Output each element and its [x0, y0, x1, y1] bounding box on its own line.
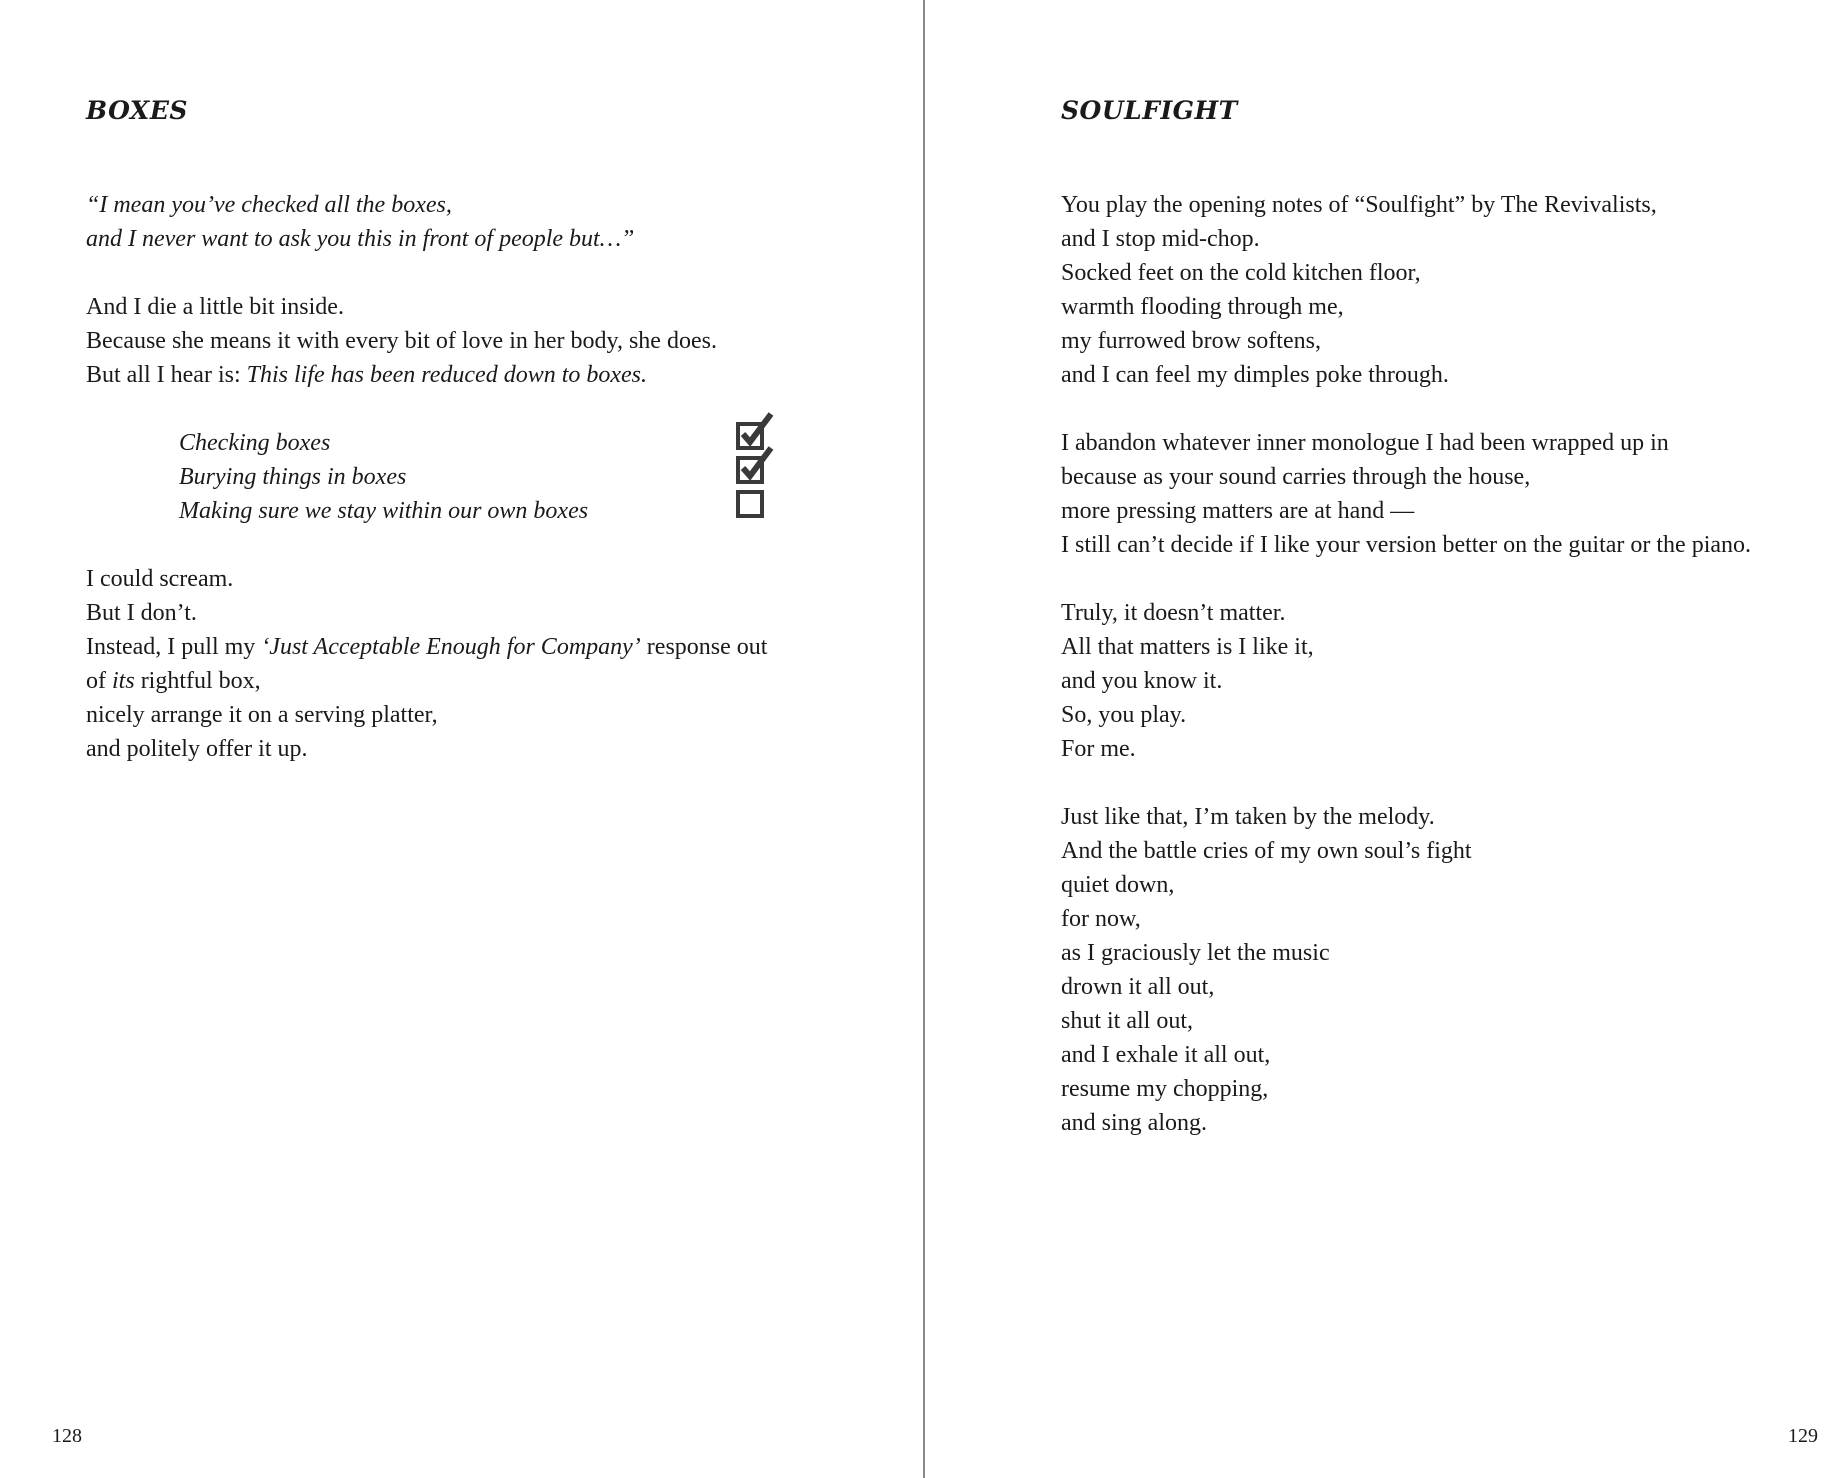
poem-line: Just like that, I’m taken by the melody. [1061, 804, 1435, 830]
poem-line: Because she means it with every bit of love in her body, she does. [86, 328, 717, 354]
checklist-item [179, 460, 819, 494]
poem-line: and sing along. [1061, 1110, 1207, 1136]
poem-line-text: rightful box, [134, 668, 261, 694]
poem-line: warmth flooding through me, [1061, 294, 1344, 320]
poem-line [86, 630, 866, 664]
poem-line: For me. [1061, 736, 1136, 762]
left-page [0, 0, 923, 1478]
poem-line: All that matters is I like it, [1061, 634, 1314, 660]
stanza-break [1061, 392, 1841, 426]
poem-line: resume my chopping, [1061, 1076, 1269, 1102]
checklist [179, 426, 819, 528]
poem-line: and I can feel my dimples poke through. [1061, 362, 1449, 388]
poem-line: drown it all out, [1061, 974, 1215, 1000]
poem-line: as I graciously let the music [1061, 940, 1330, 966]
poem-line: and politely offer it up. [86, 736, 308, 762]
poem-line: because as your sound carries through the house, [1061, 464, 1531, 490]
page-number: 128 [52, 1425, 82, 1447]
poem-line-emphasis: ‘Just Acceptable Enough for Company’ [261, 634, 641, 660]
poem-line: and I exhale it all out, [1061, 1042, 1271, 1068]
poem-line: You play the opening notes of “Soulfight” by The Revivalists, [1061, 192, 1657, 218]
poem-line: I could scream. [86, 566, 234, 592]
poem-line-text: Instead, I pull my [86, 634, 262, 660]
poem-line: Socked feet on the cold kitchen floor, [1061, 260, 1421, 286]
poem-line: quiet down, [1061, 872, 1175, 898]
poem-title-boxes: BOXES [86, 96, 188, 125]
poem-boxes [86, 188, 866, 766]
poem-line: And I die a little bit inside. [86, 294, 344, 320]
page-number: 129 [1788, 1425, 1818, 1447]
poem-line [86, 358, 866, 392]
empty-box-icon [735, 480, 775, 520]
poem-soulfight [1061, 188, 1841, 1140]
poem-line: But I don’t. [86, 600, 197, 626]
poem-title-soulfight: SOULFIGHT [1061, 96, 1238, 125]
poem-line: Truly, it doesn’t matter. [1061, 600, 1286, 626]
poem-line-emphasis: its [112, 668, 135, 694]
checklist-item [179, 494, 819, 528]
poem-line: I still can’t decide if I like your version better on the guitar or the piano. [1061, 532, 1752, 558]
right-page [925, 0, 1848, 1478]
poem-line-text: of [86, 668, 112, 694]
poem-line: So, you play. [1061, 702, 1187, 728]
poem-line-emphasis: This life has been reduced down to boxes. [246, 362, 648, 388]
checklist-item [179, 426, 819, 460]
poem-line: for now, [1061, 906, 1141, 932]
checklist-item-label: Checking boxes [179, 430, 331, 456]
stanza-break [86, 256, 866, 290]
poem-line: and I stop mid-chop. [1061, 226, 1260, 252]
poem-line [86, 664, 866, 698]
poem-line: I abandon whatever inner monologue I had been wrapped up in [1061, 430, 1669, 456]
poem-line: and you know it. [1061, 668, 1223, 694]
stanza-break [1061, 562, 1841, 596]
poem-line: my furrowed brow softens, [1061, 328, 1321, 354]
checklist-item-label: Burying things in boxes [179, 464, 407, 490]
quote-line: “I mean you’ve checked all the boxes, [86, 192, 452, 218]
poem-line-text: response out [640, 634, 768, 660]
poem-line: more pressing matters are at hand — [1061, 498, 1415, 524]
stanza-break [86, 528, 866, 562]
poem-line-text: But all I hear is: [86, 362, 247, 388]
poem-line: nicely arrange it on a serving platter, [86, 702, 438, 728]
stanza-break [1061, 766, 1841, 800]
quote-line: and I never want to ask you this in front of people but…” [86, 226, 635, 252]
checklist-item-label: Making sure we stay within our own boxes [179, 498, 589, 524]
poem-line: shut it all out, [1061, 1008, 1193, 1034]
poem-line: And the battle cries of my own soul’s fight [1061, 838, 1472, 864]
